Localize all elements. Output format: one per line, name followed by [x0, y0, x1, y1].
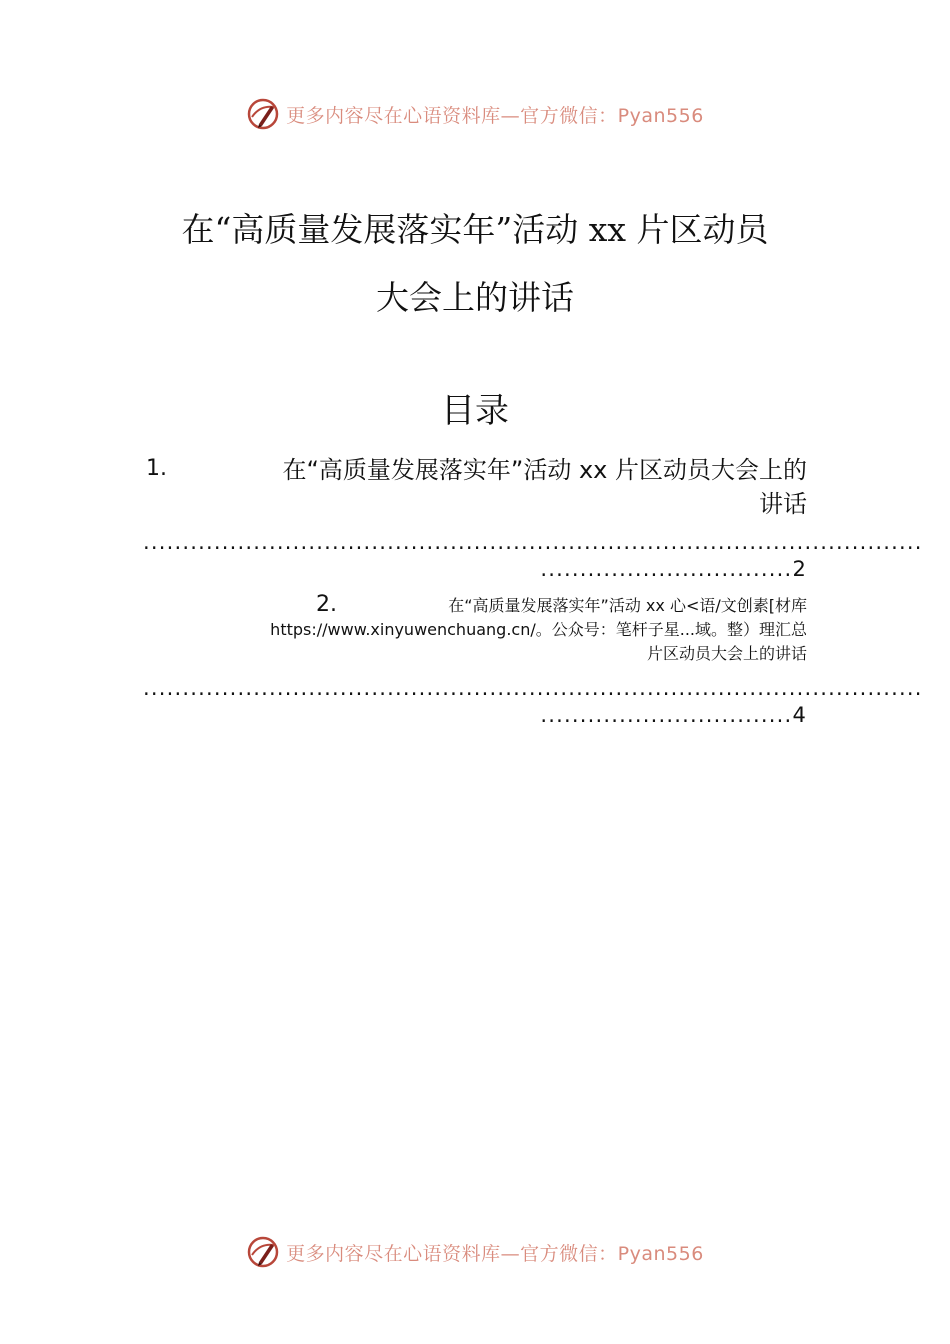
toc-entry-1-leader-tail: [540, 555, 807, 583]
pen-logo-icon: [246, 1235, 280, 1269]
header-watermark: [0, 94, 950, 134]
watermark-slogan: 更多内容尽在心语资料库—官方微信：: [286, 104, 618, 127]
toc-entry-2-leader-tail: [540, 701, 807, 729]
toc-entry-2-leader-dots: ...................................................................................................: [143, 676, 923, 700]
toc-entry-2-title-line-3: 片区动员大会上的讲话: [646, 644, 807, 663]
watermark-wechat-id: Pyan556: [617, 104, 704, 127]
toc-entry-2-title-line-2: https://www.xinyuwenchuang.cn/。公众号：笔杆子星...域。整）理汇总: [270, 620, 807, 639]
toc-entry-2-leader-dots-short: ................................: [540, 703, 793, 727]
watermark-text: [286, 101, 704, 128]
watermark-text: [286, 1239, 704, 1266]
watermark-wechat-id: Pyan556: [617, 1242, 704, 1265]
watermark-group: [246, 97, 704, 131]
toc-heading: 目录: [441, 391, 509, 431]
document-title-line-2: 大会上的讲话: [376, 278, 574, 317]
watermark-group: [246, 1235, 704, 1269]
toc-entry-2-title[interactable]: [187, 594, 807, 666]
footer-watermark: [0, 1232, 950, 1272]
toc-entry-1-title-line-2: 讲话: [759, 490, 807, 518]
toc-entry-2-page[interactable]: 4: [792, 703, 807, 727]
document-title-line-1: 在“高质量发展落实年”活动 xx 片区动员: [181, 210, 769, 249]
watermark-slogan: 更多内容尽在心语资料库—官方微信：: [286, 1242, 618, 1265]
toc-entry-1-leader-dots-short: ................................: [540, 557, 793, 581]
toc-entry-1-page[interactable]: 2: [792, 557, 807, 581]
pen-logo-icon: [246, 97, 280, 131]
toc-entry-1-title[interactable]: [217, 453, 807, 521]
toc-entry-1-title-line-1: 在“高质量发展落实年”活动 xx 片区动员大会上的: [282, 456, 807, 484]
toc-entry-2-title-line-1: 在“高质量发展落实年”活动 xx 心<语/文创素[材库: [448, 596, 807, 615]
toc-entry-2-number: 2.: [316, 592, 337, 617]
toc-entry-1-leader-dots: ...................................................................................................: [143, 530, 923, 554]
toc-entry-1-number: 1.: [146, 456, 167, 481]
